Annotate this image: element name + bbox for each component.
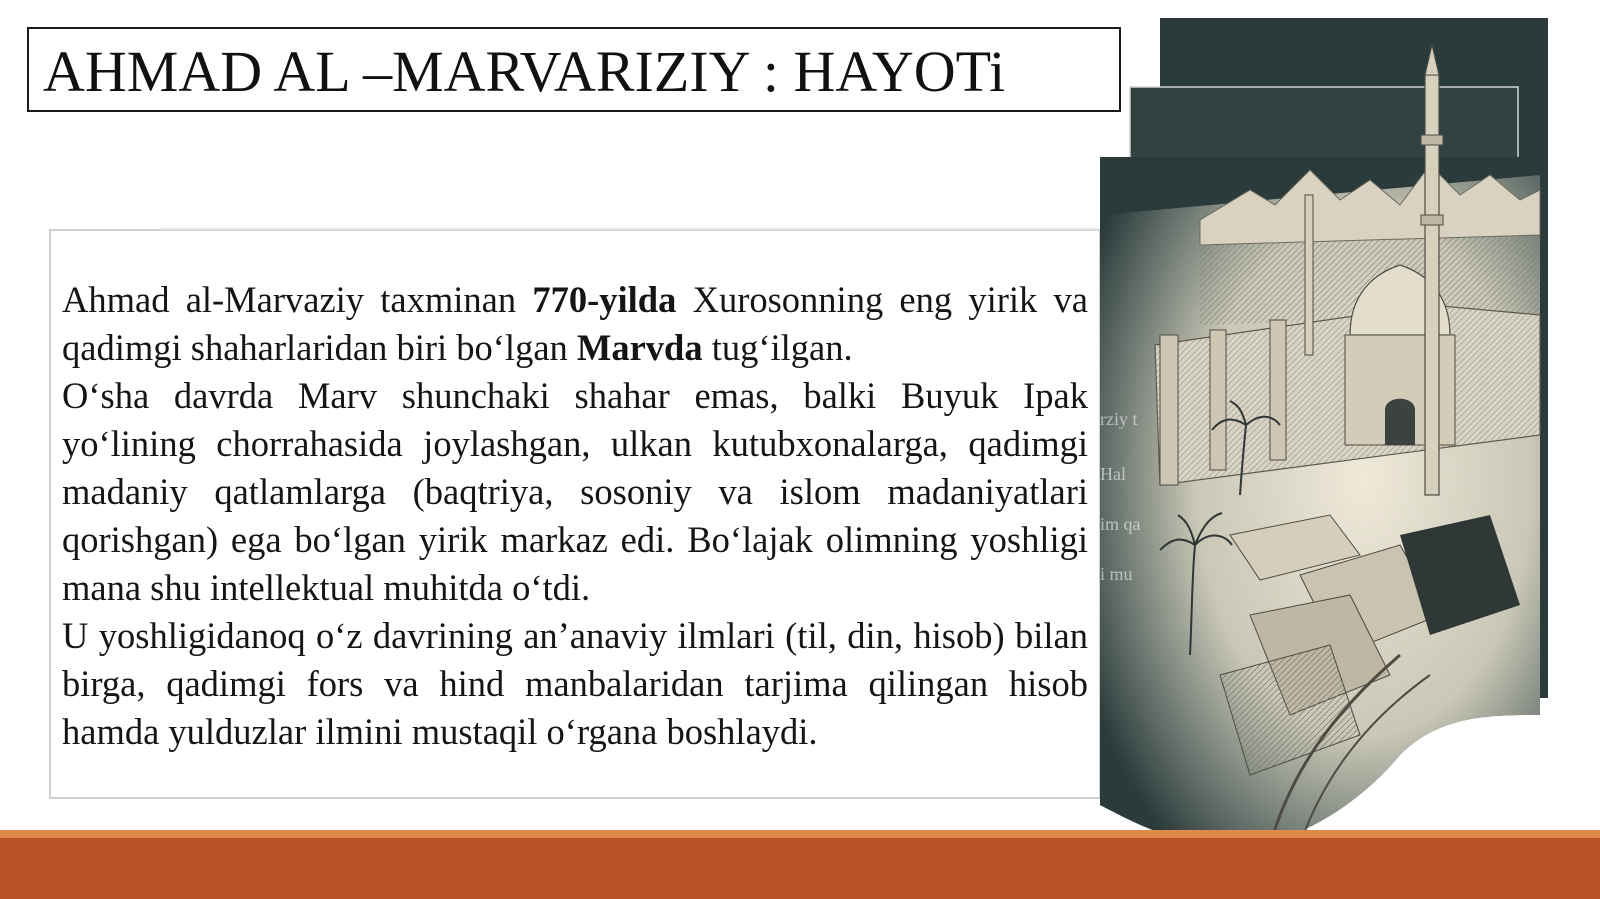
paragraph-3: U yoshligidanoq o‘z davrining an’anaviy ilmlari (til, din, hisob) bilan birga, qadimgi fors va hind manbalaridan tarjima qilingan hisob hamda yulduzlar ilmini mustaqil o‘rgana boshlaydi. (62, 615, 1088, 752)
svg-text:rziy t: rziy t (1100, 409, 1138, 429)
p1-text-c: Xurosonning eng yirik va qadimgi shaharlaridan biri bo‘lgan (62, 279, 1088, 368)
svg-text:i mu: i mu (1100, 564, 1133, 584)
body-text-panel (49, 229, 1101, 799)
p1-text-e: tug‘ilgan. (702, 327, 853, 368)
slide-title: AHMAD AL –MARVARIZIY : HAYOTi (43, 39, 1006, 104)
city-illustration (1100, 15, 1580, 865)
panel-shadow-line (161, 228, 1101, 230)
p1-year-bold: 770-yilda (532, 279, 677, 320)
svg-text:im qa: im qa (1100, 514, 1141, 534)
city-illustration-icon (1100, 15, 1580, 865)
paragraph-1 (62, 276, 1088, 372)
paragraph-2: O‘sha davrda Marv shunchaki shahar emas, balki Buyuk Ipak yo‘lining chorrahasida joylashgan, ulkan kutubxonalarga, qadimgi madaniy qatlamlarga (baqtriya, sosoniy va islom madaniyatlari qorishgan) ega bo‘lgan yirik markaz edi. Bo‘lajak olimning yoshligi mana shu intellektual muhitda o‘tdi. (62, 375, 1088, 608)
title-box (27, 27, 1121, 112)
svg-text:Hal: Hal (1100, 464, 1126, 484)
p1-text-a: Ahmad al-Marvaziy taxminan (62, 279, 533, 320)
footer-bar (0, 838, 1600, 899)
p1-city-bold: Marvda (576, 327, 703, 368)
footer-accent-line (0, 830, 1600, 838)
body-text (62, 276, 1088, 756)
